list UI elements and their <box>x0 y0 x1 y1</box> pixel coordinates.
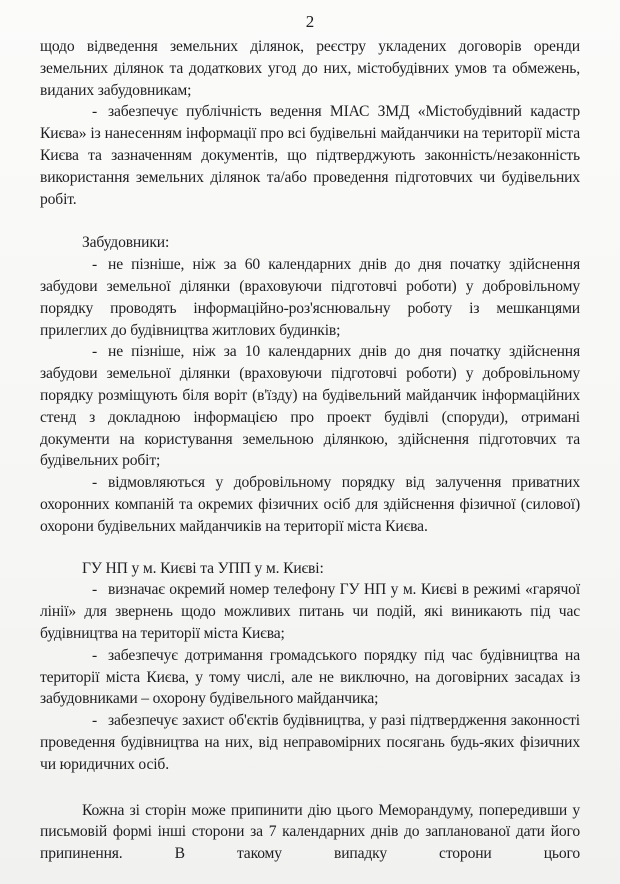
document-body <box>40 36 580 865</box>
bullet-text: забезпечує дотримання громадського порядку під час будівництва на території міста Києва, у тому числі, але не виключно, на договірних засадах із забудовниками – охорону будівельного майданчика; <box>40 646 580 708</box>
bullet-marker: - <box>92 103 98 121</box>
closing-paragraph: Кожна зі сторін може припинити дію цього Меморандуму, попередивши у письмовій формі інші сторони за 7 календарних днів до запланованої дати його припинення. В такому випадку сторони цього <box>40 801 580 863</box>
bullet-text: забезпечує захист об'єктів будівництва, у разі підтвердження законності проведення будівництва на них, від неправомірних посягань будь-яких фізичних чи юридичних осіб. <box>40 712 580 773</box>
continuation-paragraph: щодо відведення земельних ділянок, реєстру укладених договорів оренди земельних ділянок та додаткових угод до них, містобудівних умов та обмежень, виданих забудовникам; <box>40 38 580 99</box>
bullet-item <box>40 645 580 710</box>
bullet-item <box>40 579 580 644</box>
bullet-item <box>40 472 580 537</box>
bullet-marker: - <box>92 581 98 599</box>
bullet-item <box>40 101 580 210</box>
bullet-text: не пізніше, ніж за 10 календарних днів до дня початку здійснення забудови земельної ділянки (враховуючи підготовчі роботи) у добровільному порядку розміщують біля воріт (в'їзду) на будівельний майданчик інформаційних стенд з докладною інформацією про проект будівлі (споруди), отримані документи на користування земельною ділянкою, здійснення підготовчих та будівельних робіт; <box>40 343 580 470</box>
bullet-item <box>40 341 580 472</box>
bullet-marker: - <box>92 256 98 274</box>
section-heading-developers: Забудовники: <box>82 234 170 252</box>
bullet-marker: - <box>92 646 98 664</box>
bullet-text: не пізніше, ніж за 60 календарних днів до дня початку здійснення забудови земельної ділянки (враховуючи підготовчі роботи) у добровільному порядку проводять інформаційно-роз'яснювальну роботу із мешканцями прилеглих до будівництва житлових будинків; <box>40 256 580 339</box>
bullet-text: відмовляються у добровільному порядку від залучення приватних охоронних компаній та окремих фізичних осіб для здійснення фізичної (силової) охорони будівельних майданчиків на території міста Києва. <box>40 474 580 535</box>
section-heading-police: ГУ НП у м. Києві та УПП у м. Києві: <box>82 559 324 577</box>
bullet-marker: - <box>92 474 98 492</box>
bullet-text: визначає окремий номер телефону ГУ НП у м. Києві в режимі «гарячої лінії» для звернень щодо можливих питань чи подій, які виникають під час будівництва на території міста Києва; <box>40 581 580 642</box>
bullet-text: забезпечує публічність ведення МІАС ЗМД «Містобудівний кадастр Києва» із нанесенням інформації про всі будівельні майданчики на території міста Києва та зазначенням документів, що підтверджують законність/незаконність використання земельних ділянок та/або проведення підготовчих чи будівельних робіт. <box>40 103 580 208</box>
page-number: 2 <box>305 12 315 31</box>
bullet-item <box>40 254 580 341</box>
bullet-item <box>40 710 580 775</box>
bullet-marker: - <box>92 712 98 730</box>
bullet-marker: - <box>92 343 98 361</box>
